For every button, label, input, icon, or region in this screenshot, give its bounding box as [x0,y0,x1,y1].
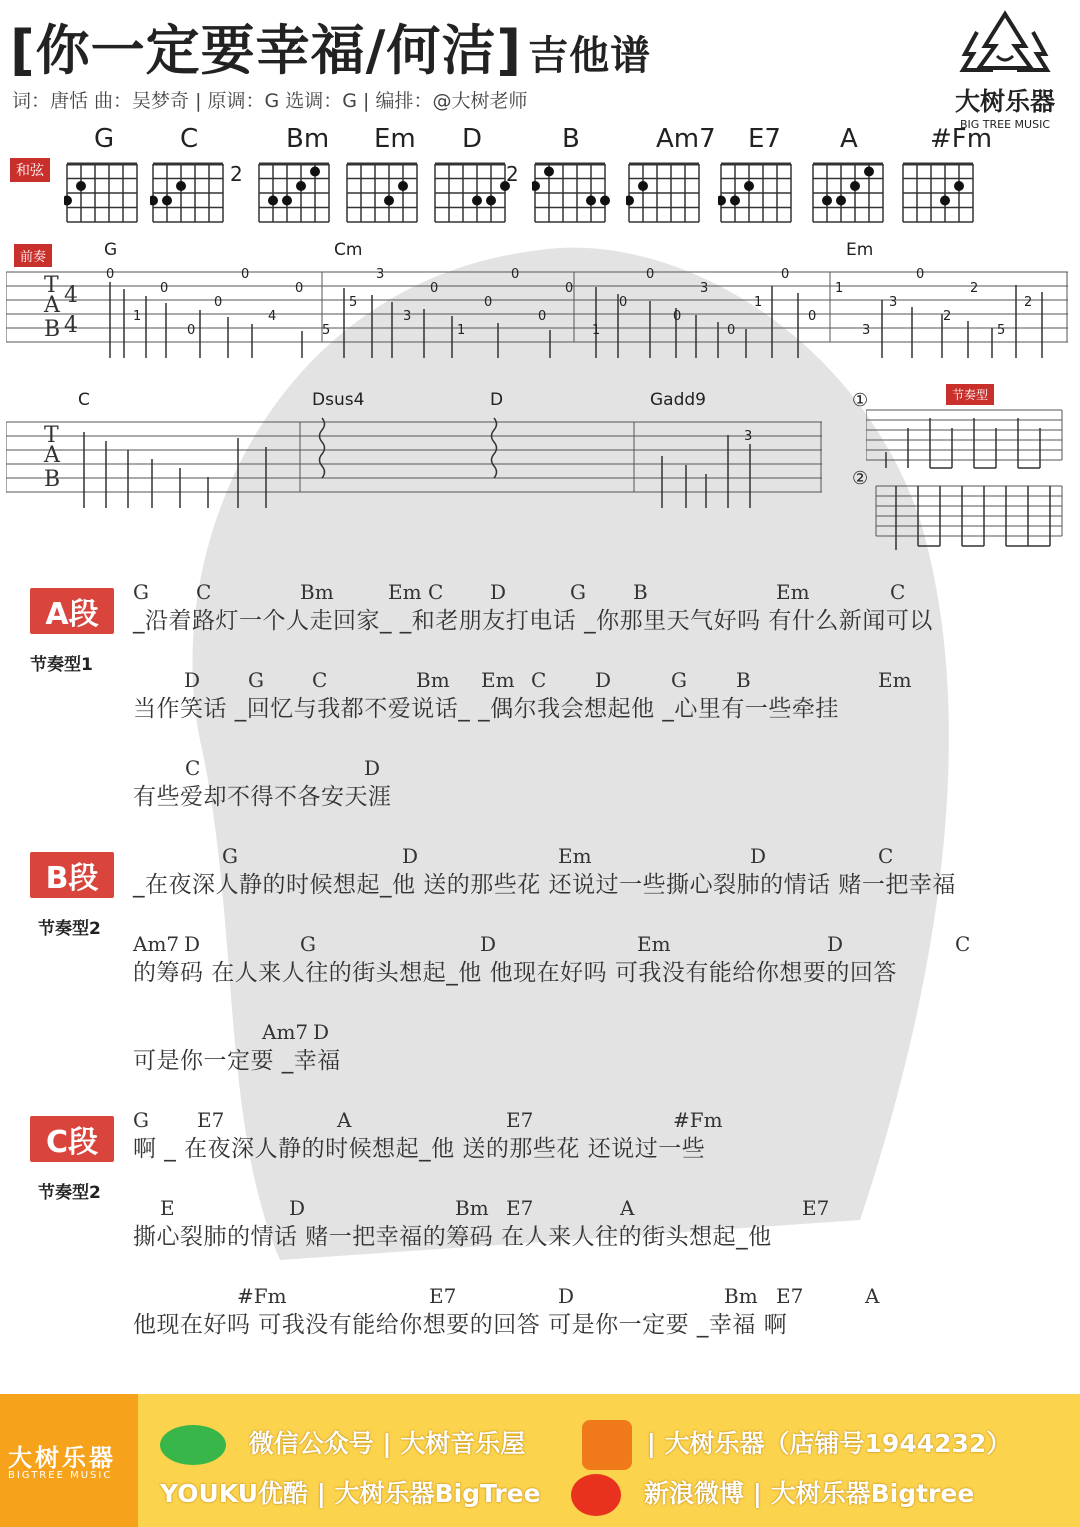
wechat-link[interactable]: 微信公众号 | 大树音乐屋 [248,1429,526,1458]
tab-number: 0 [619,295,628,310]
tab-number: 0 [295,281,304,296]
lyric-chord: E7 [776,1284,804,1308]
tab-number: 1 [592,323,601,338]
lyric-line: 有些爱却不得不各安天涯 [133,784,392,810]
tab-number: 5 [349,295,358,310]
lyric-chord: G [222,844,238,868]
chord-name-0: G [94,124,115,154]
tab-number: 3 [403,309,412,324]
lyric-chord: D [750,844,767,868]
chord-grid-4 [432,162,510,226]
tab-number: 1 [835,281,844,296]
lyric-chord: B [736,668,751,692]
lyric-chord: G [570,580,586,604]
lyric-chord: C [878,844,894,868]
lyric-chord: Bm [724,1284,758,1308]
lyric-chord: E7 [506,1108,534,1132]
lyric-chord: C [955,932,971,956]
lyric-chord: D [595,668,612,692]
chord-grid-0 [64,162,142,226]
tab-number: 0 [538,309,547,324]
lyric-chord: D [490,580,507,604]
tab-number: 0 [160,281,169,296]
lyric-chord: G [671,668,687,692]
rhythm-patterns [866,400,1066,550]
tab-number: 5 [997,323,1006,338]
svg-text:A: A [44,443,60,468]
lyric-chord: B [633,580,648,604]
lyric-chord: Em [481,668,515,692]
tab-staff-row2 [6,412,822,512]
lyric-chord: D [289,1196,306,1220]
chord-section-tag: 和弦 [10,158,50,182]
lyric-chord: Bm [455,1196,489,1220]
svg-text:B: B [44,317,61,342]
section-rhythm-0: 节奏型1 [30,655,93,675]
lyric-chord: D [364,756,381,780]
chord-name-3: Em [374,124,416,154]
section-label-0: A段 [30,588,114,634]
lyric-chord: Am7 [262,1020,309,1044]
wechat-icon [160,1425,226,1465]
page-title: [你一定要幸福/何洁] 吉他谱 [10,19,652,82]
lyric-chord: E7 [506,1196,534,1220]
tab-staff-row1 [6,262,1068,362]
weibo-link[interactable]: 新浪微博 | 大树乐器Bigtree [644,1479,975,1508]
lyric-chord: Em [776,580,810,604]
footer-banner [0,1394,1080,1527]
tab-number: 2 [1024,295,1033,310]
svg-text:T: T [44,273,59,298]
tab-chord-Gadd9: Gadd9 [650,390,706,410]
lyric-chord: D [558,1284,575,1308]
tab-number: 3 [889,295,898,310]
taobao-icon [582,1420,632,1470]
tab-number: 3 [744,429,753,444]
chord-grid-7 [718,162,796,226]
section-rhythm-2: 节奏型2 [38,1183,101,1203]
lyric-chord: D [184,668,201,692]
tab-number: 0 [484,295,493,310]
lyric-line: 啊 _ 在夜深人静的时候想起_他 送的那些花 还说过一些 [133,1136,706,1162]
tree-watermark [160,220,980,1280]
lyric-chord: Em [388,580,422,604]
youku-link[interactable]: YOUKU优酷 | 大树乐器BigTree [160,1479,541,1508]
tab-chord-D: D [490,390,504,410]
chord-name-7: E7 [748,124,781,154]
tab-chord-Dsus4: Dsus4 [312,390,365,410]
chord-grid-2 [256,162,334,226]
tab-number: 1 [133,309,142,324]
tab-number: 4 [268,309,277,324]
chord-name-8: A [840,124,858,154]
lyric-chord: D [480,932,497,956]
tab-number: 0 [916,267,925,282]
lyric-chord: D [184,932,201,956]
lyric-chord: C [185,756,201,780]
tab-number: 3 [700,281,709,296]
lyric-line: 他现在好吗 可我没有能给你想要的回答 可是你一定要 _幸福 啊 [133,1312,788,1338]
tab-number: 2 [970,281,979,296]
lyric-chord: G [248,668,264,692]
lyric-chord: E7 [197,1108,225,1132]
tab-number: 0 [511,267,520,282]
lyric-chord: G [300,932,316,956]
rhythm-1-number: ① [852,390,869,411]
chord-grid-3 [344,162,422,226]
lyric-chord: Bm [416,668,450,692]
song-credits: 词：唐恬 曲：吴梦奇 | 原调：G 选调：G | 编排：@大树老师 [12,90,528,112]
chord-name-1: C [180,124,199,154]
tab-chord-G: G [104,240,118,260]
tab-number: 1 [457,323,466,338]
tab-number: 1 [754,295,763,310]
section-label-1: B段 [30,852,114,898]
lyric-line: _在夜深人静的时候想起_他 送的那些花 还说过一些撕心裂肺的情话 赌一把幸福 [133,872,956,898]
lyric-line: 撕心裂肺的情话 赌一把幸福的筹码 在人来人往的街头想起_他 [133,1224,772,1250]
svg-text:T: T [44,423,59,448]
intro-tag: 前奏 [14,244,52,267]
lyric-chord: A [337,1108,352,1132]
footer-logo [0,1394,138,1527]
tab-number: 0 [187,323,196,338]
chord-name-5: B [562,124,580,154]
chord-grid-1 [150,162,228,226]
footer-row-1 [160,1420,1011,1470]
svg-text:4: 4 [64,313,78,338]
tab-chord-Em: Em [846,240,874,260]
svg-text:A: A [44,293,60,318]
lyric-chord: G [133,580,149,604]
tab-number: 0 [808,309,817,324]
lyric-chord: C [312,668,328,692]
tab-number: 0 [727,323,736,338]
lyric-line: 当作笑话 _回忆与我都不爱说话_ _偶尔我会想起他 _心里有一些牵挂 [133,696,839,722]
lyric-chord: C [196,580,212,604]
chord-name-2: Bm [286,124,330,154]
footer-row-2 [160,1474,974,1516]
weibo-icon [571,1474,621,1516]
lyric-chord: Em [637,932,671,956]
chord-name-6: Am7 [656,124,716,154]
chord-fret-5: 2 [506,162,519,186]
lyric-chord: C [428,580,444,604]
tab-number: 0 [781,267,790,282]
tab-number: 5 [322,323,331,338]
lyric-chord: E [160,1196,175,1220]
lyric-chord: Bm [300,580,334,604]
chord-grid-6 [626,162,704,226]
lyric-chord: D [402,844,419,868]
footer-logo-en: BIGTREE MUSIC [8,1470,113,1481]
svg-text:B: B [44,467,61,492]
lyric-chord: G [133,1108,149,1132]
lyric-chord: C [890,580,906,604]
lyric-chord: D [313,1020,330,1044]
lyric-line: _沿着路灯一个人走回家_ _和老朋友打电话 _你那里天气好吗 有什么新闻可以 [133,608,933,634]
tab-number: 0 [430,281,439,296]
chord-fret-2: 2 [230,162,243,186]
lyric-line: 可是你一定要 _幸福 [133,1048,341,1074]
lyric-chord: Am7 [133,932,180,956]
tab-number: 0 [646,267,655,282]
taobao-link[interactable]: | 大树乐器（店铺号1944232） [646,1429,1012,1458]
tree-logo-icon [955,10,1055,82]
tab-number: 2 [943,309,952,324]
lyric-chord: Em [878,668,912,692]
chord-name-9: #Fm [930,124,993,154]
tab-number: 0 [106,267,115,282]
section-label-2: C段 [30,1116,114,1162]
lyric-chord: Em [558,844,592,868]
lyric-chord: A [620,1196,635,1220]
lyric-chord: A [865,1284,880,1308]
footer-logo-cn: 大树乐器 [8,1444,116,1472]
rhythm-pattern-tag: 节奏型 [946,384,994,405]
section-rhythm-1: 节奏型2 [38,919,101,939]
rhythm-2-number: ② [852,468,869,489]
tab-number: 3 [376,267,385,282]
tab-number: 0 [673,309,682,324]
tab-chord-C: C [78,390,90,410]
chord-name-4: D [462,124,483,154]
tab-number: 0 [241,267,250,282]
brand-logo: 大树乐器 BIG TREE MUSIC [940,10,1070,130]
tab-number: 0 [565,281,574,296]
lyric-line: 的筹码 在人来人往的街头想起_他 他现在好吗 可我没有能给你想要的回答 [133,960,897,986]
tab-number: 0 [214,295,223,310]
lyric-chord: D [827,932,844,956]
chord-grid-8 [810,162,888,226]
lyric-chord: C [531,668,547,692]
svg-text:4: 4 [64,283,78,308]
lyric-chord: E7 [802,1196,830,1220]
tab-number: 3 [862,323,871,338]
lyric-chord: #Fm [673,1108,723,1132]
chord-grid-9 [900,162,978,226]
tab-chord-Cm: Cm [334,240,363,260]
chord-grid-5 [532,162,610,226]
lyric-chord: E7 [429,1284,457,1308]
lyric-chord: #Fm [237,1284,287,1308]
